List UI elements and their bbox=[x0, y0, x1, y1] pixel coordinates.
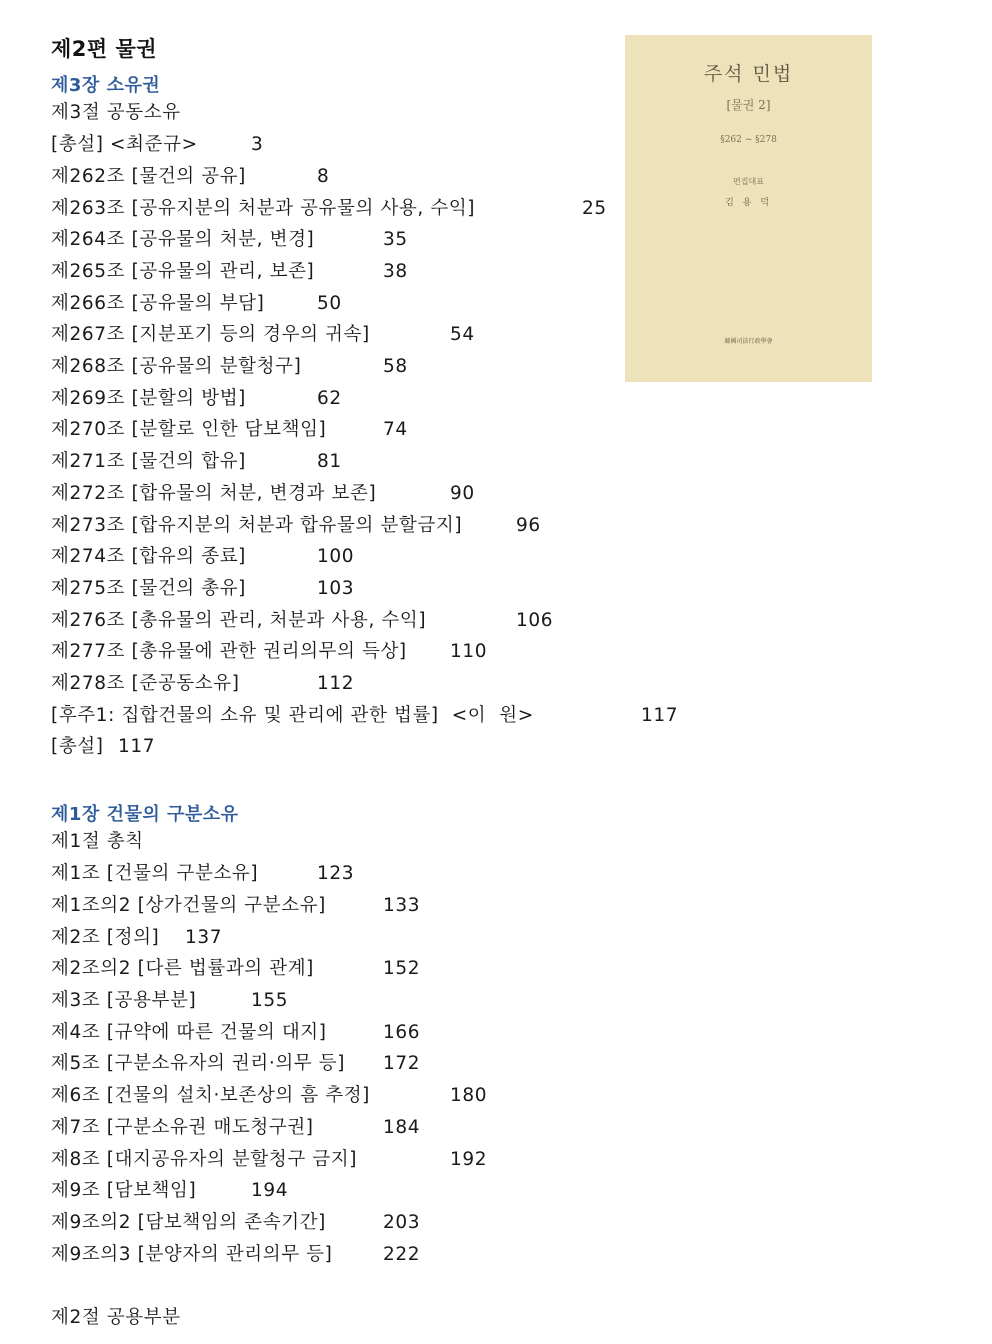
toc-label: 제270조 [분할로 인한 담보책임] bbox=[51, 419, 327, 440]
toc-page-number: 123 bbox=[317, 863, 355, 884]
book-cover bbox=[625, 35, 872, 382]
toc-label: 제273조 [합유지분의 처분과 합유물의 분할금지] bbox=[51, 515, 463, 536]
toc-page-number: 222 bbox=[383, 1244, 421, 1265]
toc-line bbox=[51, 545, 355, 569]
toc-line bbox=[51, 957, 421, 981]
toc-label: 제2절 공용부분 bbox=[51, 1307, 181, 1328]
toc-page-number: 112 bbox=[317, 673, 355, 694]
toc-label: 제271조 [물건의 합유] bbox=[51, 451, 247, 472]
toc-line bbox=[51, 1243, 421, 1267]
toc-line bbox=[51, 133, 264, 157]
cover-subtitle: [물권 2] bbox=[726, 98, 771, 112]
toc-label: 제2조의2 [다른 법률과의 관계] bbox=[51, 958, 314, 979]
toc-label: 제268조 [공유물의 분할청구] bbox=[51, 356, 302, 377]
toc-label: 제264조 [공유물의 처분, 변경] bbox=[51, 229, 315, 250]
toc-line bbox=[51, 989, 289, 1013]
toc-line bbox=[51, 355, 408, 379]
toc-line bbox=[51, 260, 408, 284]
toc-page-number: 74 bbox=[383, 419, 408, 440]
toc-label: 제277조 [총유물에 관한 권리의무의 득상] bbox=[51, 641, 407, 662]
toc-label: 제272조 [합유물의 처분, 변경과 보존] bbox=[51, 483, 377, 504]
toc-line bbox=[51, 482, 475, 506]
toc-line bbox=[51, 514, 541, 538]
toc-label: 제8조 [대지공유자의 분할청구 금지] bbox=[51, 1149, 358, 1170]
toc-page-number: 203 bbox=[383, 1212, 421, 1233]
toc-page-number: 133 bbox=[383, 895, 421, 916]
toc-page-number: 117 bbox=[641, 705, 679, 726]
toc-page-number: 117 bbox=[118, 736, 156, 757]
toc-line bbox=[51, 704, 679, 728]
toc-label: 제275조 [물건의 총유] bbox=[51, 578, 247, 599]
toc-label: 제9조의2 [담보책임의 존속기간] bbox=[51, 1212, 326, 1233]
toc-label: 제278조 [준공동소유] bbox=[51, 673, 240, 694]
toc-label: 제9조 [담보책임] bbox=[51, 1180, 197, 1201]
chapter-title: 제1장 건물의 구분소유 bbox=[51, 804, 239, 825]
toc-label: 제4조 [규약에 따른 건물의 대지] bbox=[51, 1022, 327, 1043]
toc-page-number: 137 bbox=[185, 927, 223, 948]
toc-label: [총설] <최준규> bbox=[51, 134, 198, 155]
toc-page-number: 38 bbox=[383, 261, 408, 282]
toc-line bbox=[51, 1116, 421, 1140]
toc-label: [후주1: 집합건물의 소유 및 관리에 관한 법률] <이 원> bbox=[51, 705, 534, 726]
toc-page-number: 3 bbox=[251, 134, 264, 155]
toc-line bbox=[51, 1179, 289, 1203]
toc-line bbox=[51, 1052, 421, 1076]
toc-page-number: 106 bbox=[516, 610, 554, 631]
toc-line bbox=[51, 735, 156, 759]
toc-label: 제276조 [총유물의 관리, 처분과 사용, 수익] bbox=[51, 610, 427, 631]
toc-line bbox=[51, 1021, 421, 1045]
toc-label: 제1조의2 [상가건물의 구분소유] bbox=[51, 895, 326, 916]
chapter-title: 제3장 소유권 bbox=[51, 75, 161, 96]
toc-page-number: 90 bbox=[450, 483, 475, 504]
toc-label: 제2조 [정의] bbox=[51, 927, 160, 948]
cover-range: §262 ~ §278 bbox=[720, 135, 777, 145]
toc-page-number: 172 bbox=[383, 1053, 421, 1074]
toc-line bbox=[51, 577, 355, 601]
toc-line bbox=[51, 672, 355, 696]
toc-page-number: 35 bbox=[383, 229, 408, 250]
toc-line bbox=[51, 830, 144, 854]
toc-page-number: 166 bbox=[383, 1022, 421, 1043]
toc-line bbox=[51, 197, 607, 221]
toc-line bbox=[51, 1211, 421, 1235]
toc-line bbox=[51, 450, 342, 474]
toc-page-number: 103 bbox=[317, 578, 355, 599]
toc-label: 제5조 [구분소유자의 권리·의무 등] bbox=[51, 1053, 346, 1074]
cover-editor-label: 편집대표 bbox=[733, 177, 764, 186]
toc-label: 제7조 [구분소유권 매도청구권] bbox=[51, 1117, 314, 1138]
toc-line bbox=[51, 418, 408, 442]
toc-line bbox=[51, 101, 181, 125]
toc-line bbox=[51, 926, 223, 950]
toc-page-number: 180 bbox=[450, 1085, 488, 1106]
page-title: 제2편 물권 bbox=[51, 37, 158, 61]
toc-page-number: 58 bbox=[383, 356, 408, 377]
cover-editor: 김 용 덕 bbox=[725, 198, 772, 208]
toc-label: 제3조 [공용부분] bbox=[51, 990, 197, 1011]
cover-title: 주석 민법 bbox=[703, 63, 794, 85]
toc-line bbox=[51, 862, 355, 886]
toc-page-number: 100 bbox=[317, 546, 355, 567]
toc-page-number: 25 bbox=[582, 198, 607, 219]
toc-label: 제265조 [공유물의 관리, 보존] bbox=[51, 261, 315, 282]
toc-line bbox=[51, 292, 342, 316]
toc-line bbox=[51, 1084, 488, 1108]
toc-label: 제6조 [건물의 설치·보존상의 흠 추정] bbox=[51, 1085, 371, 1106]
toc-label: 제3절 공동소유 bbox=[51, 102, 181, 123]
toc-page-number: 194 bbox=[251, 1180, 289, 1201]
toc-page-number: 54 bbox=[450, 324, 475, 345]
toc-label: 제274조 [합유의 종료] bbox=[51, 546, 247, 567]
toc-page-number: 8 bbox=[317, 166, 330, 187]
toc-label: 제9조의3 [분양자의 관리의무 등] bbox=[51, 1244, 333, 1265]
toc-page-number: 96 bbox=[516, 515, 541, 536]
toc-label: 제1조 [건물의 구분소유] bbox=[51, 863, 259, 884]
toc-line bbox=[51, 165, 330, 189]
toc-line bbox=[51, 323, 475, 347]
toc-line bbox=[51, 228, 408, 252]
toc-line bbox=[51, 894, 421, 918]
toc-page-number: 152 bbox=[383, 958, 421, 979]
toc-page-number: 50 bbox=[317, 293, 342, 314]
toc-line bbox=[51, 387, 342, 411]
toc-line bbox=[51, 640, 488, 664]
toc-page-number: 192 bbox=[450, 1149, 488, 1170]
toc-page-number: 81 bbox=[317, 451, 342, 472]
toc-label: 제269조 [분할의 방법] bbox=[51, 388, 247, 409]
toc-label: 제267조 [지분포기 등의 경우의 귀속] bbox=[51, 324, 370, 345]
toc-label: [총설] bbox=[51, 736, 104, 757]
toc-page-number: 62 bbox=[317, 388, 342, 409]
toc-label: 제263조 [공유지분의 처분과 공유물의 사용, 수익] bbox=[51, 198, 476, 219]
toc-page-number: 155 bbox=[251, 990, 289, 1011]
toc-label: 제1절 총칙 bbox=[51, 831, 144, 852]
toc-line bbox=[51, 1148, 488, 1172]
toc-line bbox=[51, 609, 554, 633]
toc-label: 제262조 [물건의 공유] bbox=[51, 166, 247, 187]
cover-publisher: 韓國司法行政學會 bbox=[724, 338, 773, 345]
toc-label: 제266조 [공유물의 부담] bbox=[51, 293, 265, 314]
toc-line bbox=[51, 1306, 181, 1330]
toc-page-number: 184 bbox=[383, 1117, 421, 1138]
toc-page-number: 110 bbox=[450, 641, 488, 662]
